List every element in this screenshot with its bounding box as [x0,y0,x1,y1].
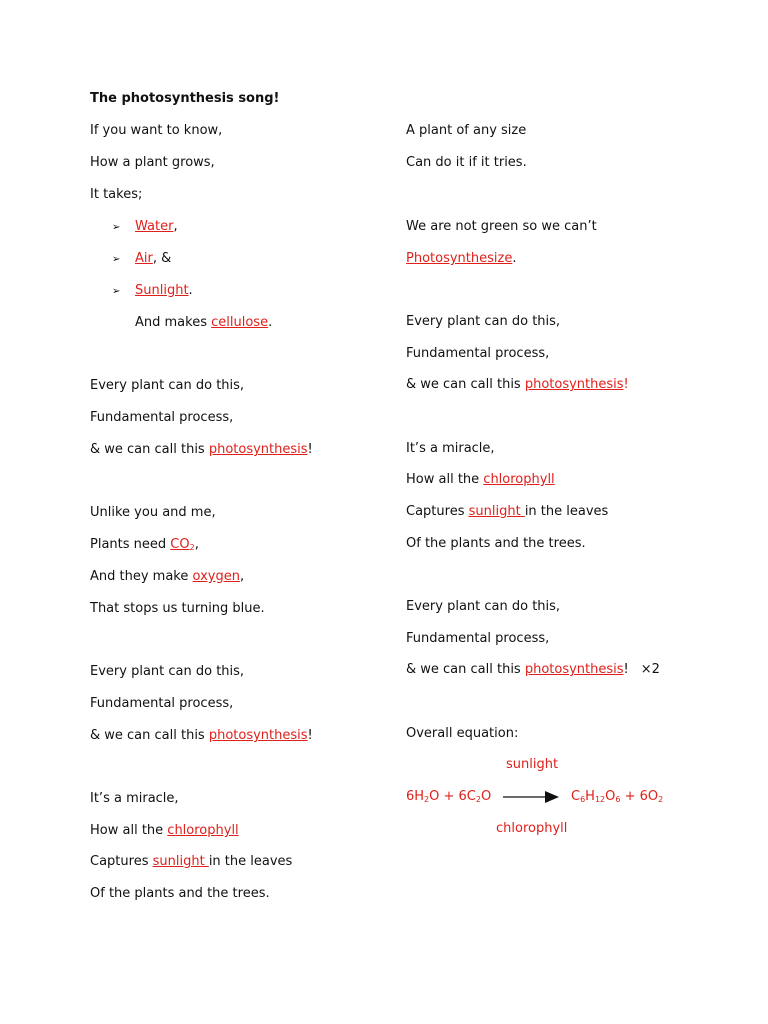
verse-line [90,315,272,331]
verse-line: It’s a miracle, [90,791,179,806]
keyword: sunlight [468,504,525,519]
punctuation: , [239,569,245,584]
keyword: chlorophyll [167,823,239,838]
formula-part: O [605,789,616,804]
punctuation: . [512,251,517,266]
chorus-line: Fundamental process, [406,346,550,361]
verse-line [90,537,199,553]
verse-line: Can do it if it tries. [406,155,527,170]
text: & we can call this [406,377,525,392]
punctuation: . [268,315,273,330]
verse-line: How a plant grows, [90,155,215,170]
text: How all the [90,823,168,838]
keyword: photosynthesis [524,662,624,677]
keyword [170,537,194,552]
verse-line [90,854,292,870]
text: Plants need [90,537,171,552]
keyword: sunlight [152,854,209,869]
equation-condition-above: sunlight [506,757,559,772]
bullet-item-water [90,219,178,236]
chorus-line [406,377,629,393]
text: in the leaves [208,854,293,869]
punctuation: . [188,283,193,298]
verse-line [406,504,608,520]
equation-reactants [406,789,491,804]
repeat-marker: ×2 [640,662,660,677]
verse-line: A plant of any size [406,123,527,138]
subscript: 6 [580,795,586,804]
verse-line [406,251,516,267]
equation-heading: Overall equation: [406,726,519,741]
verse-line: That stops us turning blue. [90,601,265,616]
song-title: The photosynthesis song! [90,91,280,106]
formula-part: O + 6C [429,789,476,804]
chorus-line [406,662,660,678]
keyword: Air [135,251,153,266]
keyword: cellulose [211,315,269,330]
text: Captures [406,504,469,519]
chorus-line: Every plant can do this, [406,599,561,614]
right-arrow-icon [503,790,559,804]
chorus-line [90,442,313,458]
verse-line [90,569,244,585]
chorus-line: Every plant can do this, [90,664,245,679]
text: & we can call this [406,662,525,677]
keyword: chlorophyll [483,472,555,487]
chorus-line: Every plant can do this, [406,314,561,329]
verse-line: Unlike you and me, [90,505,216,520]
subscript: 6 [615,795,621,804]
verse-line: Of the plants and the trees. [406,536,586,551]
formula-part: H [585,789,595,804]
equation-products [571,789,663,804]
chorus-line: Fundamental process, [406,631,550,646]
text: & we can call this [90,442,209,457]
text: & we can call this [90,728,209,743]
arrowhead-bullet-icon: ➢ [112,286,121,297]
subscript: 12 [594,795,606,804]
chorus-line [90,728,313,744]
bullet-item-sunlight [90,283,193,300]
formula: CO [170,537,190,552]
punctuation: , [194,537,199,552]
keyword: Photosynthesize [406,251,513,266]
verse-line [406,472,555,488]
keyword: photosynthesis [524,377,624,392]
formula-part: 6H [406,789,425,804]
arrowhead-bullet-icon: ➢ [112,254,121,265]
punctuation: , & [152,251,172,266]
chorus-line: Fundamental process, [90,696,234,711]
verse-line: It takes; [90,187,143,202]
subscript: 2 [475,795,481,804]
keyword: photosynthesis [208,728,308,743]
subscript: 2 [424,795,430,804]
verse-line: Of the plants and the trees. [90,886,270,901]
subscript: 2 [658,795,664,804]
punctuation: , [173,219,178,234]
formula-part: + 6O [620,789,659,804]
keyword: photosynthesis [208,442,308,457]
punctuation: ! [307,442,313,457]
formula-part: O [480,789,492,804]
keyword: Water [135,219,174,234]
text: And they make [90,569,193,584]
verse-line: We are not green so we can’t [406,219,597,234]
subscript: 2 [189,543,195,552]
text: How all the [406,472,484,487]
text: Captures [90,854,153,869]
verse-line: If you want to know, [90,123,223,138]
formula-part: C [571,789,581,804]
arrowhead-bullet-icon: ➢ [112,222,121,233]
keyword: Sunlight [135,283,189,298]
punctuation: ! [307,728,313,743]
chorus-line: Fundamental process, [90,410,234,425]
verse-line [90,823,239,839]
text: in the leaves [524,504,609,519]
bullet-item-air [90,251,171,268]
punctuation: ! [623,377,629,392]
text: And makes [135,315,212,330]
chorus-line: Every plant can do this, [90,378,245,393]
punctuation: ! [623,662,629,677]
verse-line: It’s a miracle, [406,441,495,456]
equation-condition-below: chlorophyll [496,821,568,836]
keyword: oxygen [192,569,240,584]
